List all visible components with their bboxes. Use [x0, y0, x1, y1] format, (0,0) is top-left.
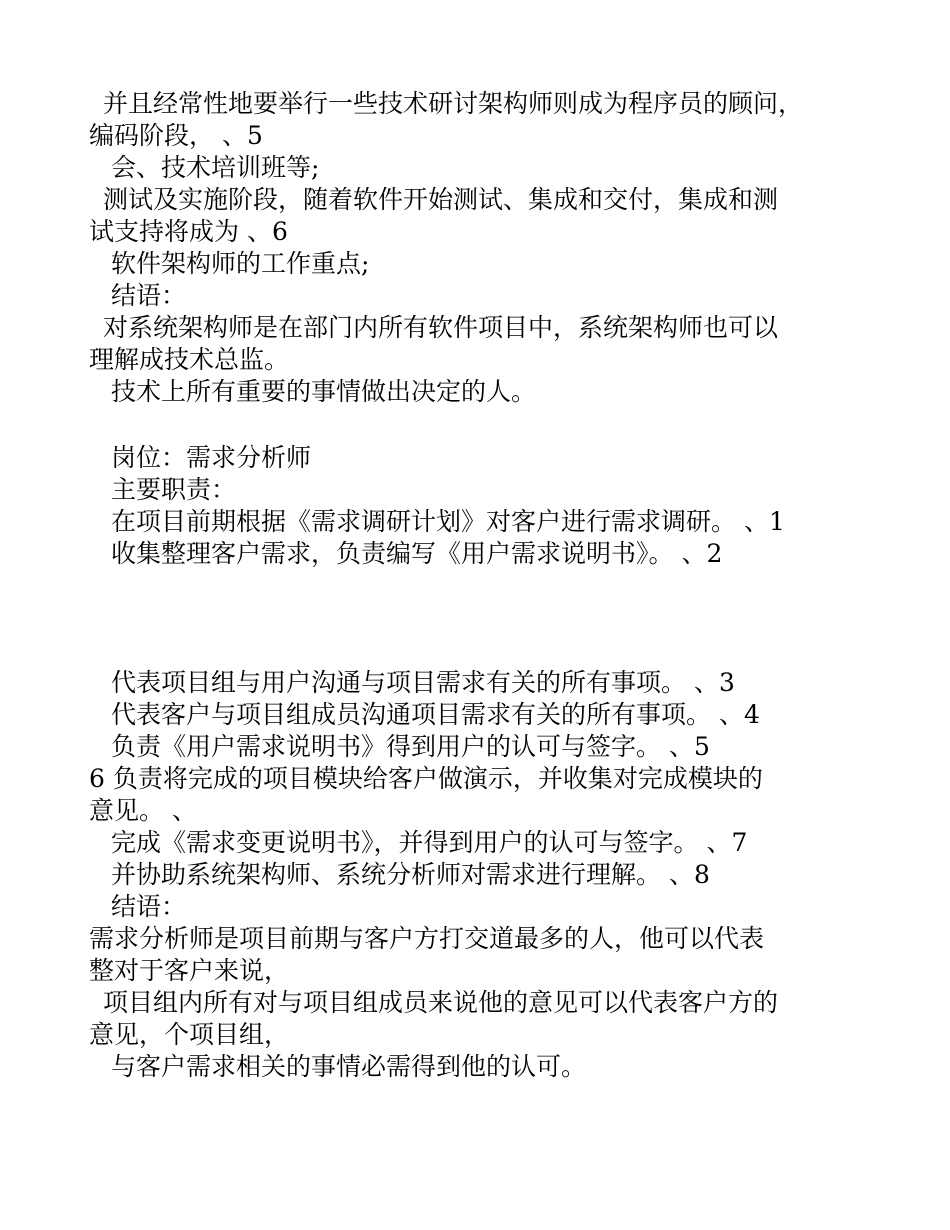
text-line: 并且经常性地要举行一些技术研讨架构师则成为程序员的顾问，	[103, 89, 804, 118]
text-line: 意见，个项目组，	[89, 1020, 290, 1049]
text-line: 项目组内所有对与项目组成员来说他的意见可以代表客户方的	[103, 988, 779, 1017]
text-line: 完成《需求变更说明书》，并得到用户的认可与签字。 、7	[111, 828, 748, 857]
text-line: 测试及实施阶段，随着软件开始测试、集成和交付，集成和测	[103, 185, 779, 214]
text-line: 代表项目组与用户沟通与项目需求有关的所有事项。 、3	[111, 668, 735, 697]
text-line: 需求分析师是项目前期与客户方打交道最多的人，他可以代表	[89, 924, 765, 953]
text-line: 与客户需求相关的事情必需得到他的认可。	[111, 1052, 587, 1081]
text-line: 编码阶段， 、5	[89, 121, 263, 150]
text-line: 意见。 、	[89, 796, 197, 825]
text-line: 主要职责：	[111, 475, 237, 504]
text-line: 软件架构师的工作重点;	[111, 249, 370, 278]
text-line: 结语：	[111, 281, 187, 310]
text-line: 代表客户与项目组成员沟通项目需求有关的所有事项。 、4	[111, 700, 760, 729]
text-line: 6 负责将完成的项目模块给客户做演示，并收集对完成模块的	[89, 764, 763, 793]
text-line: 结语：	[111, 892, 187, 921]
text-line: 并协助系统架构师、系统分析师对需求进行理解。 、8	[111, 860, 710, 889]
text-line: 收集整理客户需求，负责编写《用户需求说明书》。 、2	[111, 539, 723, 568]
text-line: 对系统架构师是在部门内所有软件项目中，系统架构师也可以	[103, 313, 779, 342]
text-line: 负责《用户需求说明书》得到用户的认可与签字。 、5	[111, 732, 710, 761]
section-heading: 岗位：需求分析师	[111, 443, 312, 472]
text-line: 试支持将成为 、6	[89, 217, 288, 246]
text-line: 理解成技术总监。	[89, 345, 290, 374]
text-line: 技术上所有重要的事情做出决定的人。	[111, 377, 537, 406]
text-line: 会、技术培训班等;	[111, 153, 320, 182]
text-line: 在项目前期根据《需求调研计划》对客户进行需求调研。 、1	[111, 507, 785, 536]
text-line: 整对于客户来说，	[89, 956, 290, 985]
